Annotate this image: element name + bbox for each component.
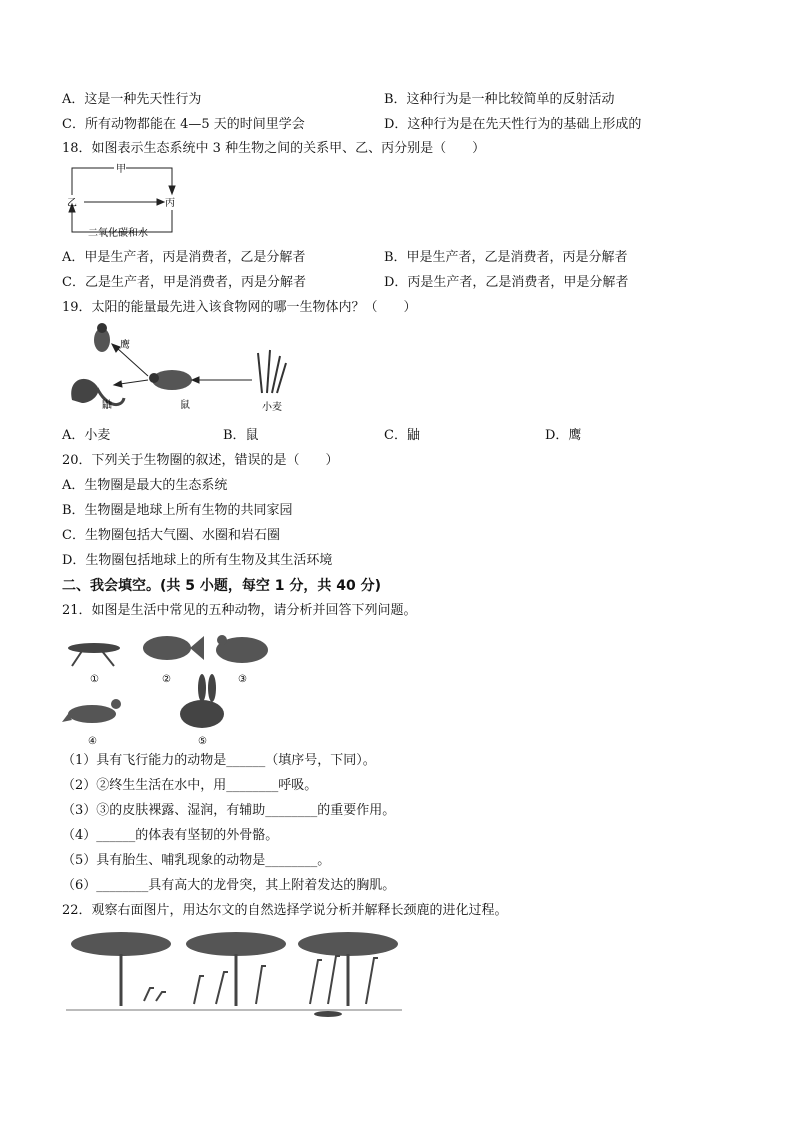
label-co2-water: 二氧化碳和水	[88, 228, 148, 239]
mouse-image	[149, 370, 192, 390]
label-jia: 甲	[116, 164, 126, 175]
arrow-mouse-to-eagle	[117, 348, 148, 376]
q19-option-b: B．鼠	[223, 428, 259, 443]
label-3: ③	[238, 674, 247, 685]
label-yi: 乙	[67, 198, 77, 209]
grasshopper-image	[68, 643, 120, 666]
q18-option-d: D．丙是生产者，乙是消费者，甲是分解者	[384, 275, 629, 290]
q19-stem: 19．太阳的能量最先进入该食物网的哪一生物体内？（ ）	[62, 300, 417, 315]
q18-stem: 18．如图表示生态系统中 3 种生物之间的关系甲、乙、丙分别是（ ）	[62, 141, 486, 156]
pigeon-image	[62, 699, 121, 723]
q18-option-b: B．甲是生产者，乙是消费者，丙是分解者	[384, 250, 628, 265]
q20-option-a: A．生物圈是最大的生态系统	[62, 478, 228, 493]
arrow-jia-to-bing-line	[126, 168, 172, 188]
q18-option-a: A．甲是生产者，丙是消费者，乙是分解者	[62, 250, 306, 265]
wheat-image	[258, 350, 286, 393]
q22-giraffe-evolution-figure	[66, 926, 402, 1022]
label-eagle: 鹰	[120, 340, 130, 351]
label-1: ①	[90, 674, 99, 685]
q17-option-a: A．这是一种先天性行为	[62, 92, 202, 107]
rabbit-image	[180, 674, 224, 728]
fish-image	[143, 636, 204, 660]
giraffe-panel-1	[71, 932, 171, 1006]
q21-sub-2: （2）②终生生活在水中，用________呼吸。	[62, 778, 318, 793]
q17-option-d: D．这种行为是在先天性行为的基础上形成的	[384, 117, 642, 132]
q21-sub-5: （5）具有胎生、哺乳现象的动物是________。	[62, 853, 331, 868]
q20-option-b: B．生物圈是地球上所有生物的共同家园	[62, 503, 293, 518]
arrow-head-yi-to-bing	[157, 199, 164, 205]
section-2-title: 二、我会填空。(共 5 小题，每空 1 分，共 40 分)	[62, 578, 382, 594]
q19-food-web-diagram	[62, 318, 312, 418]
q20-stem: 20．下列关于生物圈的叙述，错误的是（ ）	[62, 453, 339, 468]
q21-sub-6: （6）________具有高大的龙骨突，其上附着发达的胸肌。	[62, 878, 396, 893]
q21-sub-4: （4）______的体表有坚韧的外骨骼。	[62, 828, 279, 843]
label-bing: 丙	[165, 198, 175, 209]
arrow-yi-to-jia-line	[72, 168, 114, 195]
q21-stem: 21．如图是生活中常见的五种动物，请分析并回答下列问题。	[62, 603, 417, 618]
label-weasel: 鼬	[102, 400, 112, 411]
q19-option-d: D．鹰	[545, 428, 582, 443]
arrow-mouse-to-weasel	[120, 380, 148, 384]
q21-sub-3: （3）③的皮肤裸露、湿润，有辅助________的重要作用。	[62, 803, 396, 818]
q18-option-c: C．乙是生产者，甲是消费者，丙是分解者	[62, 275, 306, 290]
label-4: ④	[88, 736, 97, 747]
giraffe-panel-2	[186, 932, 286, 1006]
q21-sub-1: （1）具有飞行能力的动物是______（填序号，下同）。	[62, 753, 376, 768]
q20-option-c: C．生物圈包括大气圈、水圈和岩石圈	[62, 528, 280, 543]
q22-stem: 22．观察右面图片，用达尔文的自然选择学说分析并解释长颈鹿的进化过程。	[62, 903, 508, 918]
label-2: ②	[162, 674, 171, 685]
q17-option-b: B．这种行为是一种比较简单的反射活动	[384, 92, 615, 107]
giraffe-panel-3	[298, 932, 398, 1017]
eagle-image	[94, 323, 110, 352]
q17-option-c: C．所有动物都能在 4—5 天的时间里学会	[62, 117, 305, 132]
q19-option-a: A．小麦	[62, 428, 111, 443]
q18-cycle-diagram	[64, 160, 184, 240]
q19-option-c: C．鼬	[384, 428, 420, 443]
q20-option-d: D．生物圈包括地球上的所有生物及其生活环境	[62, 553, 333, 568]
weasel-image	[71, 379, 124, 405]
label-mouse: 鼠	[180, 400, 190, 411]
q21-animals-figure	[62, 626, 282, 748]
frog-image	[216, 635, 268, 663]
label-5: ⑤	[198, 736, 207, 747]
arrow-head-bing	[169, 186, 175, 194]
label-wheat: 小麦	[262, 402, 282, 413]
